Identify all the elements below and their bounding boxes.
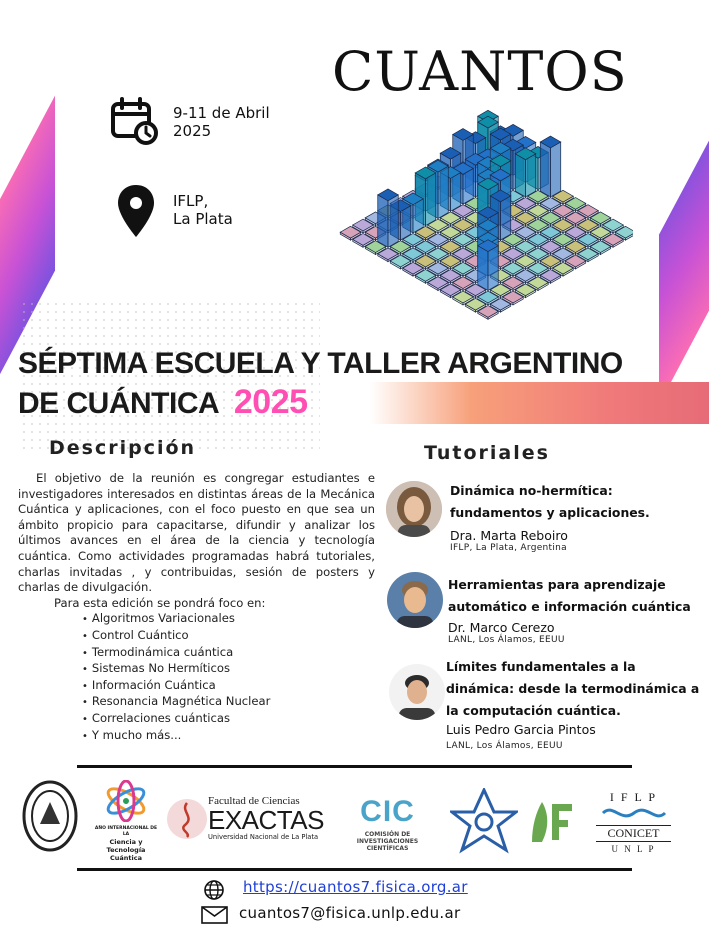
tutorial-2-speaker: Dr. Marco Cerezo [448, 620, 555, 635]
cic-line2: INVESTIGACIONES CIENTÍFICAS [356, 838, 419, 852]
matrix-tile [378, 195, 388, 247]
tutorial-3 [446, 656, 708, 751]
avatar-marco-cerezo [387, 572, 443, 628]
topics-list [18, 611, 375, 744]
tutorial-2-affiliation: LANL, Los Álamos, EEUU [448, 635, 565, 645]
tutorial-2-title-l2: automático e información cuántica [448, 599, 691, 614]
matrix-tile [388, 195, 398, 247]
globe-icon [203, 879, 225, 905]
iyq-symbol-icon [101, 780, 151, 822]
iflp-conicet-unlp-logo [596, 790, 671, 854]
divider-top [77, 765, 632, 768]
star-emblem-logo [450, 788, 518, 858]
tutorial-1-affiliation: IFLP, La Plata, Argentina [450, 543, 567, 553]
matrix-tile [551, 142, 561, 197]
topic-item: • Termodinámica cuántica [82, 645, 375, 662]
topic-item: • Sistemas No Hermíticos [82, 661, 375, 678]
unlp-seal-logo [22, 780, 78, 856]
avatar-marta-reboiro [386, 481, 442, 537]
topic-item: • Control Cuántico [82, 628, 375, 645]
iyq-line2: Ciencia y Tecnología [106, 838, 146, 854]
iyq-line1: AÑO INTERNACIONAL DE LA [94, 826, 158, 837]
cic-logo [340, 797, 435, 852]
tutorial-3-affiliation: LANL, Los Álamos, EEUU [446, 741, 563, 751]
matrix-tile [478, 246, 488, 291]
event-date [173, 104, 270, 140]
topic-item: • Resonancia Magnética Nuclear [82, 694, 375, 711]
topic-item: • Algoritmos Variacionales [82, 611, 375, 628]
unlp-text: U N L P [611, 844, 656, 854]
tutorial-3-title-l1: Límites fundamentales a la [446, 659, 636, 674]
event-place [173, 192, 233, 228]
matrix-tile [501, 196, 511, 240]
email-address[interactable]: cuantos7@fisica.unlp.edu.ar [239, 904, 461, 922]
iyq-logo [92, 780, 160, 862]
matrix-tile [526, 154, 536, 197]
exactas-logo [208, 795, 324, 841]
topic-item: • Correlaciones cuánticas [82, 711, 375, 728]
matrix-tile [515, 154, 525, 197]
exactas-main: EXACTAS [208, 805, 324, 835]
topic-item: • Información Cuántica [82, 678, 375, 695]
conicet-text: CONICET [596, 825, 671, 842]
tutorial-3-title-l3: la computación cuántica. [446, 703, 621, 718]
matrix-tile [540, 142, 550, 197]
cic-main: CIC [360, 795, 415, 828]
matrix-tile [451, 172, 461, 211]
tutorial-2-title-l1: Herramientas para aprendizaje [448, 577, 666, 592]
location-pin-icon [116, 183, 156, 243]
matrix-tile [426, 173, 436, 226]
matrix-tile [438, 166, 448, 218]
event-title: CUANTOS [332, 40, 628, 103]
tutorials-title: Tutoriales [424, 442, 550, 464]
tutorial-1-title-l2: fundamentos y aplicaciones. [450, 505, 650, 520]
cic-line1: COMISIÓN DE [364, 831, 411, 838]
matrix-tile [488, 246, 498, 291]
event-date-line2: 2025 [173, 122, 212, 140]
tutorial-1-title-l1: Dinámica no-hermítica: [450, 483, 613, 498]
school-heading [18, 345, 623, 423]
event-place-line1: IFLP, [173, 192, 209, 210]
calendar-icon [110, 97, 158, 149]
focus-intro: Para esta edición se pondrá foco en: [54, 595, 266, 610]
iyq-line3: Cuántica [110, 854, 142, 862]
avatar-luis-garcia-pintos [389, 664, 445, 720]
exactas-top: Facultad de Ciencias [208, 795, 300, 807]
tutorial-2 [448, 574, 706, 645]
tutorial-1-speaker: Dra. Marta Reboiro [450, 528, 568, 543]
exactas-sub: Universidad Nacional de La Plata [208, 833, 319, 841]
description-body [18, 471, 375, 744]
conicet-wave-icon [599, 805, 669, 821]
heading-line1: SÉPTIMA ESCUELA Y TALLER ARGENTINO [18, 347, 623, 380]
event-date-line1: 9-11 de Abril [173, 104, 270, 122]
website-link[interactable]: https://cuantos7.fisica.org.ar [243, 878, 468, 896]
heading-line2: DE CUÁNTICA [18, 387, 219, 420]
divider-bottom [77, 868, 632, 871]
event-place-line2: La Plata [173, 210, 233, 228]
tutorial-3-title-l2: dinámica: desde la termodinámica a [446, 681, 700, 696]
quantum-matrix-illustration [328, 95, 633, 335]
description-paragraph: El objetivo de la reunión es congregar estudiantes e investigadores interesados en distintas áreas de la Mecánica Cuántica y aplicaciones, con el foco puesto en que sea un ámbito propicio para capacitarse, difundir y analizar los últimos avances en el área de la ciencia y tecnología cuántica. Como actividades programadas habrá tutoriales, charlas invitadas , y contribuidas, sesión de posters y charlas de divulgación. [18, 471, 375, 595]
iflp-text: I F L P [609, 790, 658, 804]
exactas-emblem-icon [165, 797, 209, 845]
description-title: Descripción [49, 437, 197, 459]
tutorial-1 [450, 480, 705, 553]
decorative-stripe-right [659, 65, 709, 404]
heading-year: 2025 [233, 383, 308, 421]
leaf-f-logo [528, 798, 576, 848]
tutorial-3-speaker: Luis Pedro Garcia Pintos [446, 722, 596, 737]
envelope-icon [201, 906, 228, 928]
topic-item: • Y mucho más... [82, 728, 375, 745]
